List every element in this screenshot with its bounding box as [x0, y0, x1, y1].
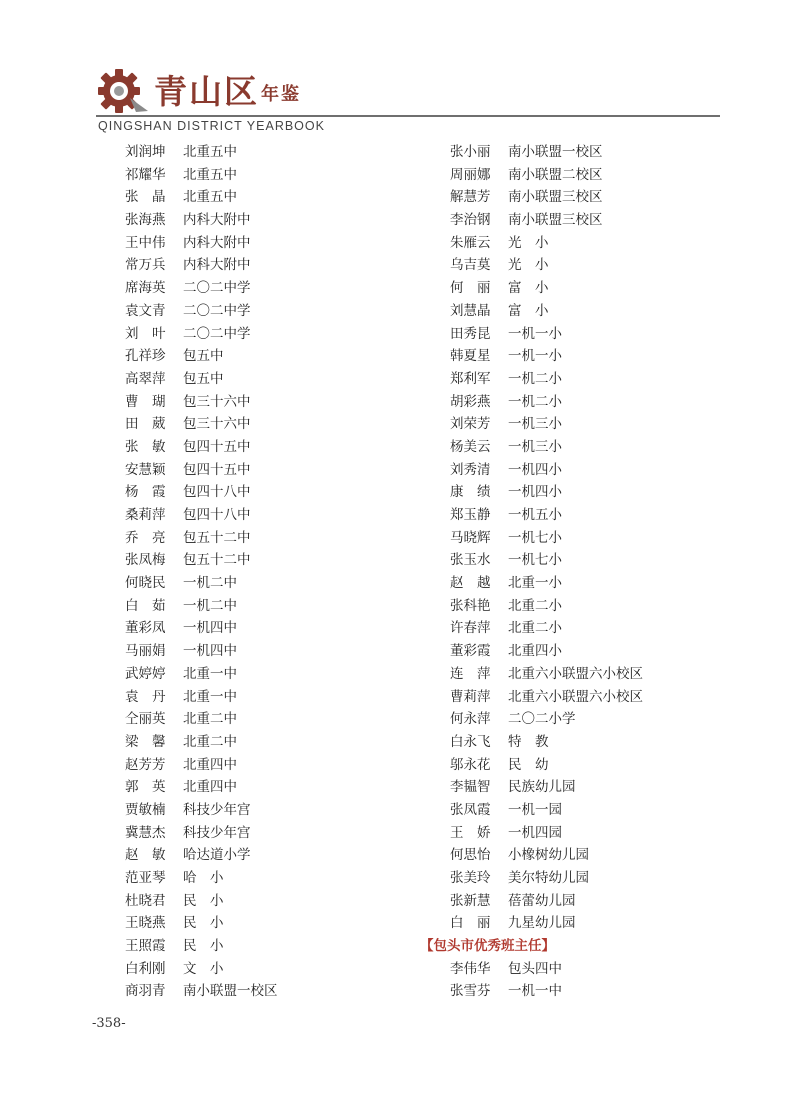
person-name: 商羽青: [125, 983, 166, 1000]
organization: 小橡树幼儿园: [508, 847, 589, 864]
organization: 包四十八中: [183, 484, 251, 501]
person-name: 邬永花: [450, 756, 491, 773]
organization: 北重六小联盟六小校区: [508, 688, 643, 705]
organization: 北重四中: [183, 756, 237, 773]
person-name: 梁 馨: [125, 733, 166, 750]
list-item: [125, 209, 278, 232]
organization: 一机三小: [508, 416, 562, 433]
organization: 科技少年宫: [183, 824, 251, 841]
organization: 一机二中: [183, 597, 237, 614]
list-item: [125, 481, 278, 504]
organization: 南小联盟三校区: [508, 189, 603, 206]
person-name: 张凤霞: [450, 801, 491, 818]
person-name: 张科艳: [450, 597, 491, 614]
list-item: [125, 549, 278, 572]
person-name: 赵芳芳: [125, 756, 166, 773]
list-item: [450, 617, 643, 640]
person-name: 曹莉萍: [450, 688, 491, 705]
list-item: [450, 776, 643, 799]
person-name: 何晓民: [125, 575, 166, 592]
person-name: 席海英: [125, 280, 166, 297]
list-item: [450, 141, 643, 164]
organization: 蓓蕾幼儿园: [508, 892, 576, 909]
list-item: [450, 186, 643, 209]
organization: 一机一园: [508, 801, 562, 818]
gear-logo-icon: [96, 68, 150, 114]
list-item: [125, 776, 278, 799]
list-item: [450, 958, 643, 981]
right-column: [420, 141, 643, 1003]
list-item: [450, 300, 643, 323]
brand-name: 青山区: [154, 72, 259, 111]
person-name: 赵 越: [450, 575, 491, 592]
organization: 光 小: [508, 234, 549, 251]
organization: 北重五中: [183, 189, 237, 206]
list-item: [125, 527, 278, 550]
person-name: 张 敏: [125, 438, 166, 455]
list-item: [450, 572, 643, 595]
person-name: 董彩凤: [125, 620, 166, 637]
person-name: 郑利军: [450, 370, 491, 387]
organization: 北重一中: [183, 688, 237, 705]
person-name: 刘润坤: [125, 144, 166, 160]
organization: 一机四园: [508, 824, 562, 841]
organization: 一机四小: [508, 484, 562, 501]
organization: 包三十六中: [183, 393, 251, 410]
page-number: -358-: [92, 1016, 126, 1031]
list-item: [450, 731, 643, 754]
list-item: [450, 209, 643, 232]
person-name: 王照霞: [125, 938, 166, 955]
person-name: 范亚琴: [125, 870, 166, 886]
person-name: 刘秀清: [450, 461, 491, 478]
list-item: [125, 186, 278, 209]
list-item: [125, 867, 278, 890]
organization: 光 小: [508, 257, 549, 274]
list-item: [125, 436, 278, 459]
organization: 民族幼儿园: [508, 779, 576, 796]
list-item: [125, 912, 278, 935]
organization: 一机七小: [508, 552, 562, 569]
list-item: [450, 754, 643, 777]
list-item: [450, 277, 643, 300]
person-name: 李伟华: [450, 960, 491, 977]
list-item: [125, 663, 278, 686]
header-divider: [96, 115, 720, 117]
person-name: 田 葳: [125, 416, 166, 433]
brand-suffix: 年鉴: [261, 84, 301, 105]
person-name: 冀慧杰: [125, 824, 166, 841]
person-name: 何 丽: [450, 280, 491, 297]
person-name: 高翠萍: [125, 370, 166, 387]
organization: 南小联盟二校区: [508, 166, 603, 183]
organization: 南小联盟三校区: [508, 212, 603, 229]
organization: 一机二小: [508, 393, 562, 410]
person-name: 张新慧: [450, 892, 491, 909]
list-item: [450, 459, 643, 482]
organization: 文 小: [183, 960, 224, 977]
person-name: 乌吉莫: [450, 257, 491, 274]
organization: 民 小: [183, 938, 224, 955]
list-item: [125, 731, 278, 754]
person-name: 张海燕: [125, 212, 166, 229]
person-name: 常万兵: [125, 257, 166, 274]
list-item: [125, 504, 278, 527]
list-item: [125, 844, 278, 867]
list-item: [125, 686, 278, 709]
person-name: 杜晓君: [125, 892, 166, 909]
organization: 一机一中: [508, 983, 562, 1000]
organization: 北重四中: [183, 779, 237, 796]
organization: 包四十五中: [183, 438, 251, 455]
person-name: 周丽娜: [450, 166, 491, 183]
organization: 一机二小: [508, 370, 562, 387]
person-name: 李韫智: [450, 779, 491, 796]
person-name: 何思怡: [450, 847, 491, 864]
left-column: [125, 141, 278, 1003]
person-name: 韩夏星: [450, 348, 491, 365]
header-subtitle: QINGSHAN DISTRICT YEARBOOK: [98, 119, 325, 133]
person-name: 武婷婷: [125, 665, 166, 682]
list-item: [450, 232, 643, 255]
organization: 一机四中: [183, 620, 237, 637]
organization: 一机二中: [183, 575, 237, 592]
person-name: 贾敏楠: [125, 801, 166, 818]
list-item: [125, 595, 278, 618]
list-item: [125, 958, 278, 981]
person-name: 赵 敏: [125, 847, 166, 864]
person-name: 祁耀华: [125, 166, 166, 183]
organization: 内科大附中: [183, 257, 251, 274]
person-name: 白利刚: [125, 960, 166, 977]
person-name: 刘慧晶: [450, 302, 491, 319]
list-item: [450, 436, 643, 459]
person-name: 郑玉静: [450, 507, 491, 523]
organization: 民 小: [183, 915, 224, 932]
person-name: 田秀昆: [450, 325, 491, 342]
list-item: [450, 254, 643, 277]
organization: 一机一小: [508, 348, 562, 365]
organization: 一机四小: [508, 461, 562, 478]
person-name: 胡彩燕: [450, 393, 491, 410]
organization: 内科大附中: [183, 212, 251, 229]
person-name: 张玉水: [450, 552, 491, 569]
organization: 一机三小: [508, 438, 562, 455]
page-header: [96, 64, 720, 134]
organization: 北重二小: [508, 597, 562, 614]
list-item: [450, 413, 643, 436]
organization: 北重一小: [508, 575, 562, 592]
person-name: 张 晶: [125, 189, 166, 206]
list-item: [125, 254, 278, 277]
organization: 特 教: [508, 733, 549, 750]
list-item: [125, 323, 278, 346]
list-item: [125, 345, 278, 368]
list-item: [125, 232, 278, 255]
list-item: [125, 799, 278, 822]
list-item: [450, 890, 643, 913]
list-item: [450, 980, 643, 1003]
person-name: 白永飞: [450, 733, 491, 750]
person-name: 杨 霞: [125, 484, 166, 501]
person-name: 何永萍: [450, 711, 491, 728]
organization: 包五中: [183, 348, 224, 365]
list-item: [125, 368, 278, 391]
person-name: 马晓辉: [450, 529, 491, 546]
list-item: [125, 822, 278, 845]
organization: 二〇二小学: [508, 711, 576, 728]
organization: 九星幼儿园: [508, 915, 576, 932]
organization: 哈 小: [183, 870, 224, 886]
list-item: [125, 754, 278, 777]
organization: 二〇二中学: [183, 325, 251, 342]
list-item: [125, 572, 278, 595]
person-name: 马丽娟: [125, 643, 166, 660]
list-item: [450, 527, 643, 550]
person-name: 朱雁云: [450, 234, 491, 251]
organization: 一机七小: [508, 529, 562, 546]
person-name: 曹 瑚: [125, 393, 166, 410]
list-item: [125, 413, 278, 436]
list-item: [125, 391, 278, 414]
person-name: 安慧颖: [125, 461, 166, 478]
list-item: [125, 164, 278, 187]
organization: 内科大附中: [183, 234, 251, 251]
person-name: 王中伟: [125, 234, 166, 251]
organization: 民 小: [183, 892, 224, 909]
organization: 一机五小: [508, 507, 562, 523]
person-name: 白 茹: [125, 597, 166, 614]
organization: 富 小: [508, 302, 549, 319]
list-item: [125, 935, 278, 958]
organization: 包头四中: [508, 960, 562, 977]
person-name: 乔 亮: [125, 529, 166, 546]
person-name: 白 丽: [450, 915, 491, 932]
person-name: 刘荣芳: [450, 416, 491, 433]
organization: 北重二中: [183, 733, 237, 750]
list-item: [450, 844, 643, 867]
list-item: [450, 912, 643, 935]
list-item: [450, 549, 643, 572]
organization: 包五中: [183, 370, 224, 387]
person-name: 杨美云: [450, 438, 491, 455]
list-item: [450, 504, 643, 527]
list-item: [450, 663, 643, 686]
person-name: 张美玲: [450, 870, 491, 886]
list-item: [450, 799, 643, 822]
organization: 包五十二中: [183, 552, 251, 569]
list-item: [125, 708, 278, 731]
organization: 北重六小联盟六小校区: [508, 665, 643, 682]
list-item: [450, 391, 643, 414]
list-item: [125, 980, 278, 1003]
person-name: 孔祥珍: [125, 348, 166, 365]
organization: 北重五中: [183, 166, 237, 183]
person-name: 李治钢: [450, 212, 491, 229]
organization: 包四十五中: [183, 461, 251, 478]
person-name: 袁文青: [125, 302, 166, 319]
organization: 科技少年宫: [183, 801, 251, 818]
person-name: 仝丽英: [125, 711, 166, 728]
organization: 包三十六中: [183, 416, 251, 433]
list-item: [450, 345, 643, 368]
organization: 包五十二中: [183, 529, 251, 546]
organization: 富 小: [508, 280, 549, 297]
list-item: [125, 890, 278, 913]
person-name: 王 娇: [450, 824, 491, 841]
list-item: [125, 640, 278, 663]
list-item: [450, 481, 643, 504]
person-name: 袁 丹: [125, 688, 166, 705]
organization: 一机一小: [508, 325, 562, 342]
person-name: 张凤梅: [125, 552, 166, 569]
list-item: [125, 300, 278, 323]
list-item: [450, 867, 643, 890]
organization: 南小联盟一校区: [508, 144, 603, 160]
list-item: [125, 141, 278, 164]
yearbook-brand: [154, 72, 301, 112]
list-item: [450, 640, 643, 663]
person-name: 许春萍: [450, 620, 491, 637]
section-heading: 【包头市优秀班主任】: [420, 938, 555, 955]
list-item: [450, 708, 643, 731]
organization: 二〇二中学: [183, 280, 251, 297]
person-name: 刘 叶: [125, 325, 166, 342]
person-name: 王晓燕: [125, 915, 166, 932]
list-item: [125, 459, 278, 482]
list-item: [450, 164, 643, 187]
organization: 南小联盟一校区: [183, 983, 278, 1000]
organization: 北重五中: [183, 144, 237, 160]
organization: 美尔特幼儿园: [508, 870, 589, 886]
organization: 北重二中: [183, 711, 237, 728]
organization: 北重一中: [183, 665, 237, 682]
organization: 北重二小: [508, 620, 562, 637]
list-item: [450, 686, 643, 709]
list-item: [125, 617, 278, 640]
person-name: 郭 英: [125, 779, 166, 796]
person-name: 张雪芬: [450, 983, 491, 1000]
organization: 二〇二中学: [183, 302, 251, 319]
person-name: 张小丽: [450, 144, 491, 160]
person-name: 董彩霞: [450, 643, 491, 660]
organization: 民 幼: [508, 756, 549, 773]
organization: 一机四中: [183, 643, 237, 660]
list-item: [125, 277, 278, 300]
list-item: [450, 323, 643, 346]
person-name: 康 绩: [450, 484, 491, 501]
organization: 哈达道小学: [183, 847, 251, 864]
person-name: 解慧芳: [450, 189, 491, 206]
organization: 包四十八中: [183, 507, 251, 523]
list-item: [450, 368, 643, 391]
person-name: 连 萍: [450, 665, 491, 682]
list-item: [450, 822, 643, 845]
person-name: 桑莉萍: [125, 507, 166, 523]
organization: 北重四小: [508, 643, 562, 660]
list-item: [450, 595, 643, 618]
